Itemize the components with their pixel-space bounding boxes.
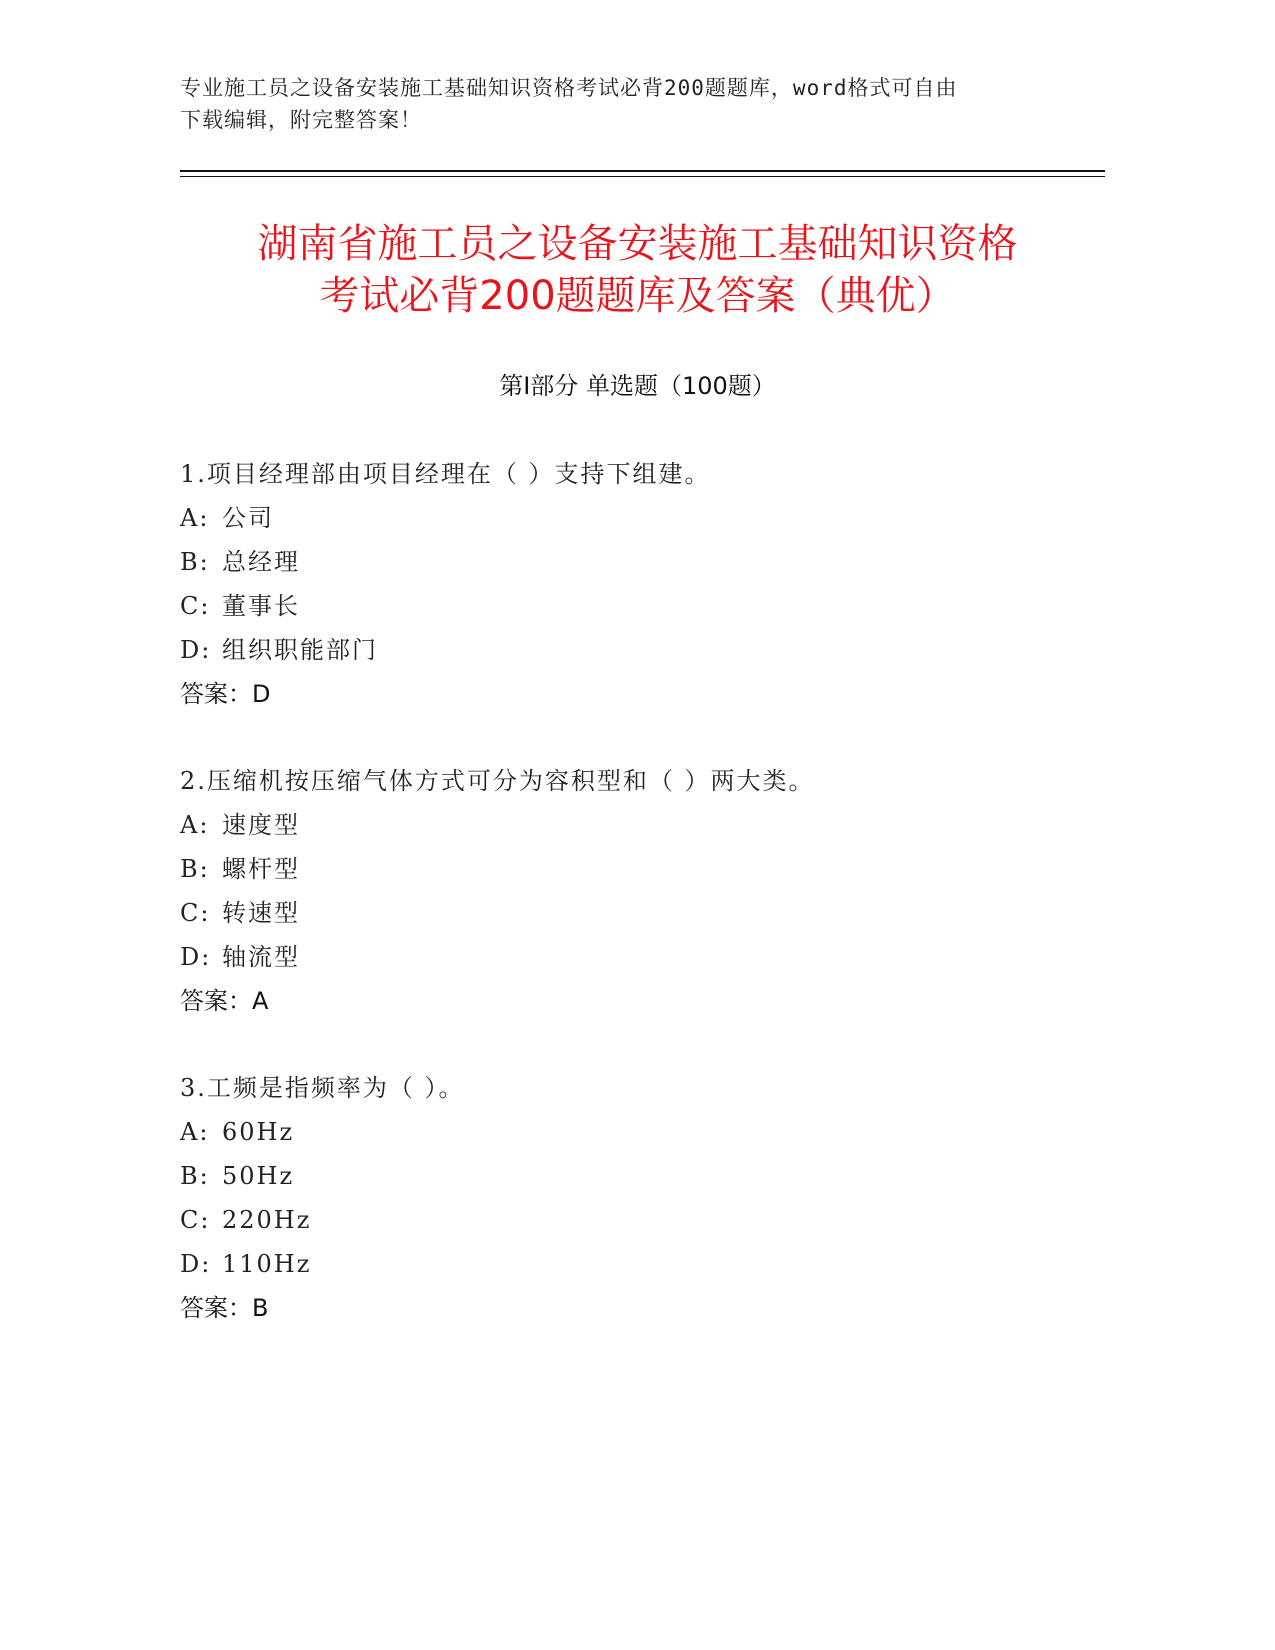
answer-line: 答案：B bbox=[180, 1294, 269, 1322]
question-list bbox=[180, 452, 1105, 1373]
question-stem: 2.压缩机按压缩气体方式可分为容积型和（ ）两大类。 bbox=[180, 767, 815, 795]
option-c bbox=[180, 891, 1105, 935]
question-item bbox=[180, 759, 1105, 1023]
option-letter: A: bbox=[180, 504, 210, 532]
option-letter: D: bbox=[180, 943, 212, 971]
option-letter: C: bbox=[180, 899, 211, 927]
option-a bbox=[180, 1110, 1105, 1154]
document-title-line-2: 考试必背200题题库及答案（典优） bbox=[319, 273, 956, 319]
header-divider-thick bbox=[180, 170, 1105, 172]
option-text: 公司 bbox=[222, 504, 274, 532]
option-a bbox=[180, 803, 1105, 847]
option-text: 50Hz bbox=[222, 1162, 295, 1190]
option-b bbox=[180, 1154, 1105, 1198]
option-text: 螺杆型 bbox=[222, 855, 300, 883]
header-note-line-2: 下载编辑，附完整答案！ bbox=[180, 108, 422, 132]
option-letter: C: bbox=[180, 592, 211, 620]
question-item bbox=[180, 452, 1105, 716]
option-letter: B: bbox=[180, 1162, 210, 1190]
option-c bbox=[180, 584, 1105, 628]
option-a bbox=[180, 496, 1105, 540]
option-text: 110Hz bbox=[222, 1250, 312, 1278]
option-letter: A: bbox=[180, 811, 210, 839]
option-text: 转速型 bbox=[222, 899, 300, 927]
option-text: 轴流型 bbox=[222, 943, 300, 971]
option-b bbox=[180, 847, 1105, 891]
option-d bbox=[180, 935, 1105, 979]
option-letter: C: bbox=[180, 1206, 211, 1234]
option-letter: D: bbox=[180, 1250, 212, 1278]
option-letter: B: bbox=[180, 548, 210, 576]
question-stem: 3.工频是指频率为（ ）。 bbox=[180, 1074, 465, 1102]
option-d bbox=[180, 1242, 1105, 1286]
option-b bbox=[180, 540, 1105, 584]
section-heading: 第I部分 单选题（100题） bbox=[499, 372, 776, 400]
document-title-line-1: 湖南省施工员之设备安装施工基础知识资格 bbox=[257, 221, 1018, 267]
answer-line: 答案：D bbox=[180, 680, 271, 708]
header-note-line-1: 专业施工员之设备安装施工基础知识资格考试必背200题题库，word格式可自由 bbox=[180, 76, 958, 100]
option-d bbox=[180, 628, 1105, 672]
option-text: 组织职能部门 bbox=[222, 636, 378, 664]
answer-line: 答案：A bbox=[180, 987, 269, 1015]
question-item bbox=[180, 1066, 1105, 1330]
question-stem: 1.项目经理部由项目经理在（ ）支持下组建。 bbox=[180, 460, 711, 488]
option-letter: D: bbox=[180, 636, 212, 664]
option-text: 总经理 bbox=[222, 548, 300, 576]
option-letter: A: bbox=[180, 1118, 210, 1146]
option-text: 董事长 bbox=[222, 592, 300, 620]
header-divider-thin bbox=[180, 176, 1105, 177]
option-letter: B: bbox=[180, 855, 210, 883]
option-c bbox=[180, 1198, 1105, 1242]
option-text: 60Hz bbox=[222, 1118, 295, 1146]
option-text: 220Hz bbox=[222, 1206, 312, 1234]
option-text: 速度型 bbox=[222, 811, 300, 839]
document-title bbox=[150, 218, 1125, 322]
header-note bbox=[180, 72, 1060, 136]
